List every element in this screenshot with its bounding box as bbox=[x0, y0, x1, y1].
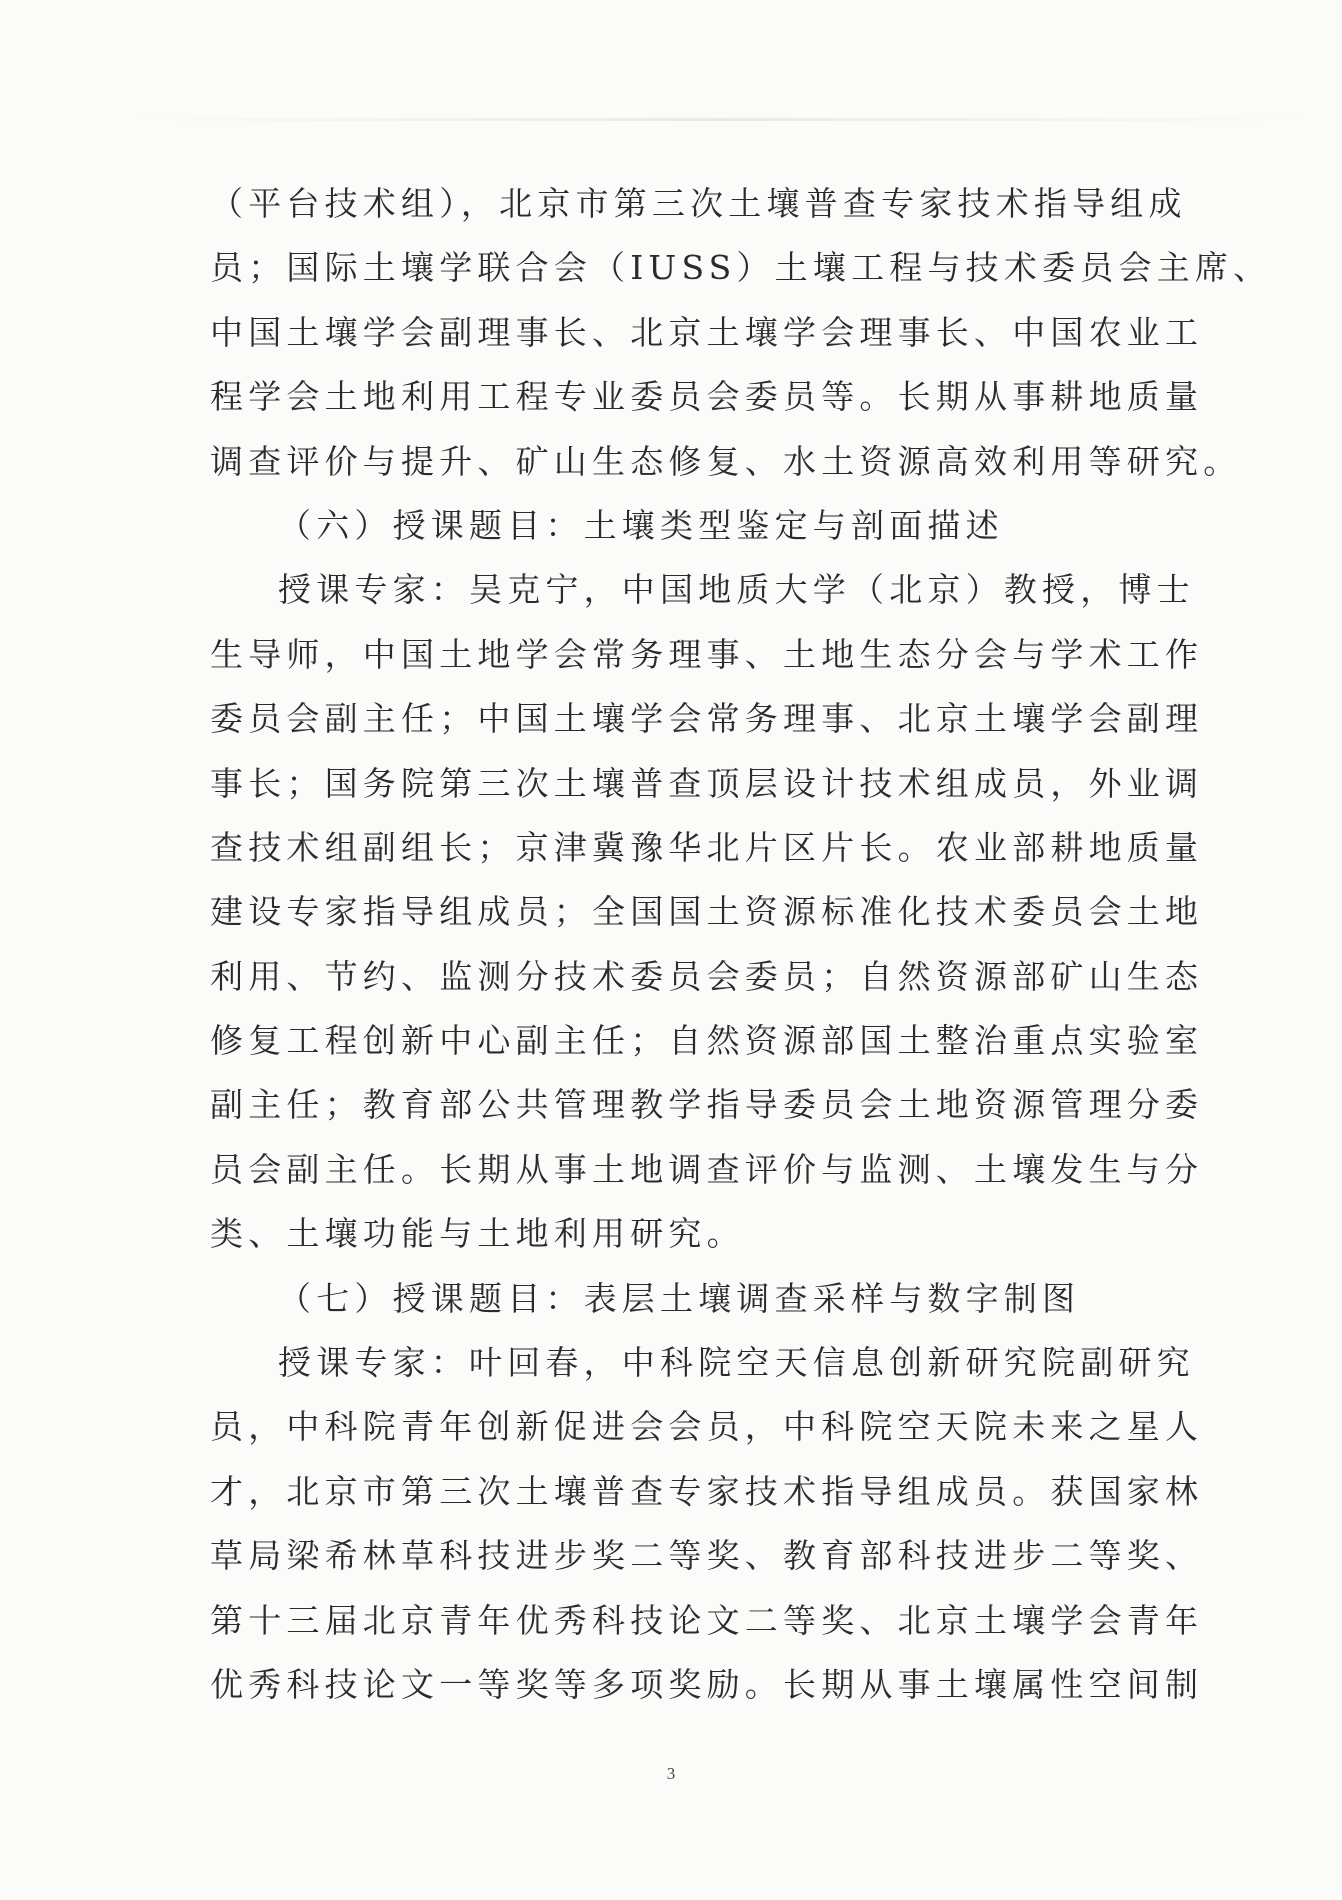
section-six-heading: （六）授课题目：土壤类型鉴定与剖面描述 bbox=[278, 505, 1004, 545]
text-line: 建设专家指导组成员；全国国土资源标准化技术委员会土地 bbox=[210, 892, 1204, 932]
scan-artifact-line bbox=[120, 118, 1320, 121]
text-line: 员会副主任。长期从事土地调查评价与监测、土壤发生与分 bbox=[210, 1149, 1204, 1189]
text-line: 授课专家：吴克宁，中国地质大学（北京）教授，博士 bbox=[278, 570, 1195, 610]
text-line: （平台技术组），北京市第三次土壤普查专家技术指导组成 bbox=[210, 184, 1187, 223]
text-line: 员，中科院青年创新促进会会员，中科院空天院未来之星人 bbox=[210, 1407, 1204, 1447]
text-line: 第十三届北京青年优秀科技论文二等奖、北京土壤学会青年 bbox=[210, 1600, 1204, 1640]
text-line: 生导师，中国土地学会常务理事、土地生态分会与学术工作 bbox=[210, 634, 1204, 674]
text-line: 修复工程创新中心副主任；自然资源部国土整治重点实验室 bbox=[210, 1021, 1204, 1061]
text-line: 中国土壤学会副理事长、北京土壤学会理事长、中国农业工 bbox=[210, 312, 1204, 352]
text-line: 员；国际土壤学联合会（IUSS）土壤工程与技术委员会主席、 bbox=[210, 248, 1272, 288]
text-line: 授课专家：叶回春，中科院空天信息创新研究院副研究 bbox=[278, 1343, 1195, 1383]
text-line: 草局梁希林草科技进步奖二等奖、教育部科技进步二等奖、 bbox=[210, 1536, 1204, 1576]
text-line: 优秀科技论文一等奖等多项奖励。长期从事土壤属性空间制 bbox=[210, 1664, 1204, 1704]
section-seven-heading: （七）授课题目：表层土壤调查采样与数字制图 bbox=[278, 1278, 1081, 1318]
text-line: 查技术组副组长；京津冀豫华北片区片长。农业部耕地质量 bbox=[210, 827, 1204, 867]
text-line: 才，北京市第三次土壤普查专家技术指导组成员。获国家林 bbox=[210, 1471, 1204, 1511]
text-line: 调查评价与提升、矿山生态修复、水土资源高效利用等研究。 bbox=[210, 441, 1242, 481]
page-body bbox=[210, 172, 1272, 1717]
text-line: 委员会副主任；中国土壤学会常务理事、北京土壤学会副理 bbox=[210, 699, 1204, 739]
text-line: 副主任；教育部公共管理教学指导委员会土地资源管理分委 bbox=[210, 1085, 1204, 1125]
text-line: 事长；国务院第三次土壤普查顶层设计技术组成员，外业调 bbox=[210, 763, 1204, 803]
text-line: 程学会土地利用工程专业委员会委员等。长期从事耕地质量 bbox=[210, 377, 1204, 417]
text-line: 利用、节约、监测分技术委员会委员；自然资源部矿山生态 bbox=[210, 956, 1204, 996]
text-line: 类、土壤功能与土地利用研究。 bbox=[210, 1214, 745, 1254]
page-number: 3 bbox=[666, 1764, 676, 1783]
